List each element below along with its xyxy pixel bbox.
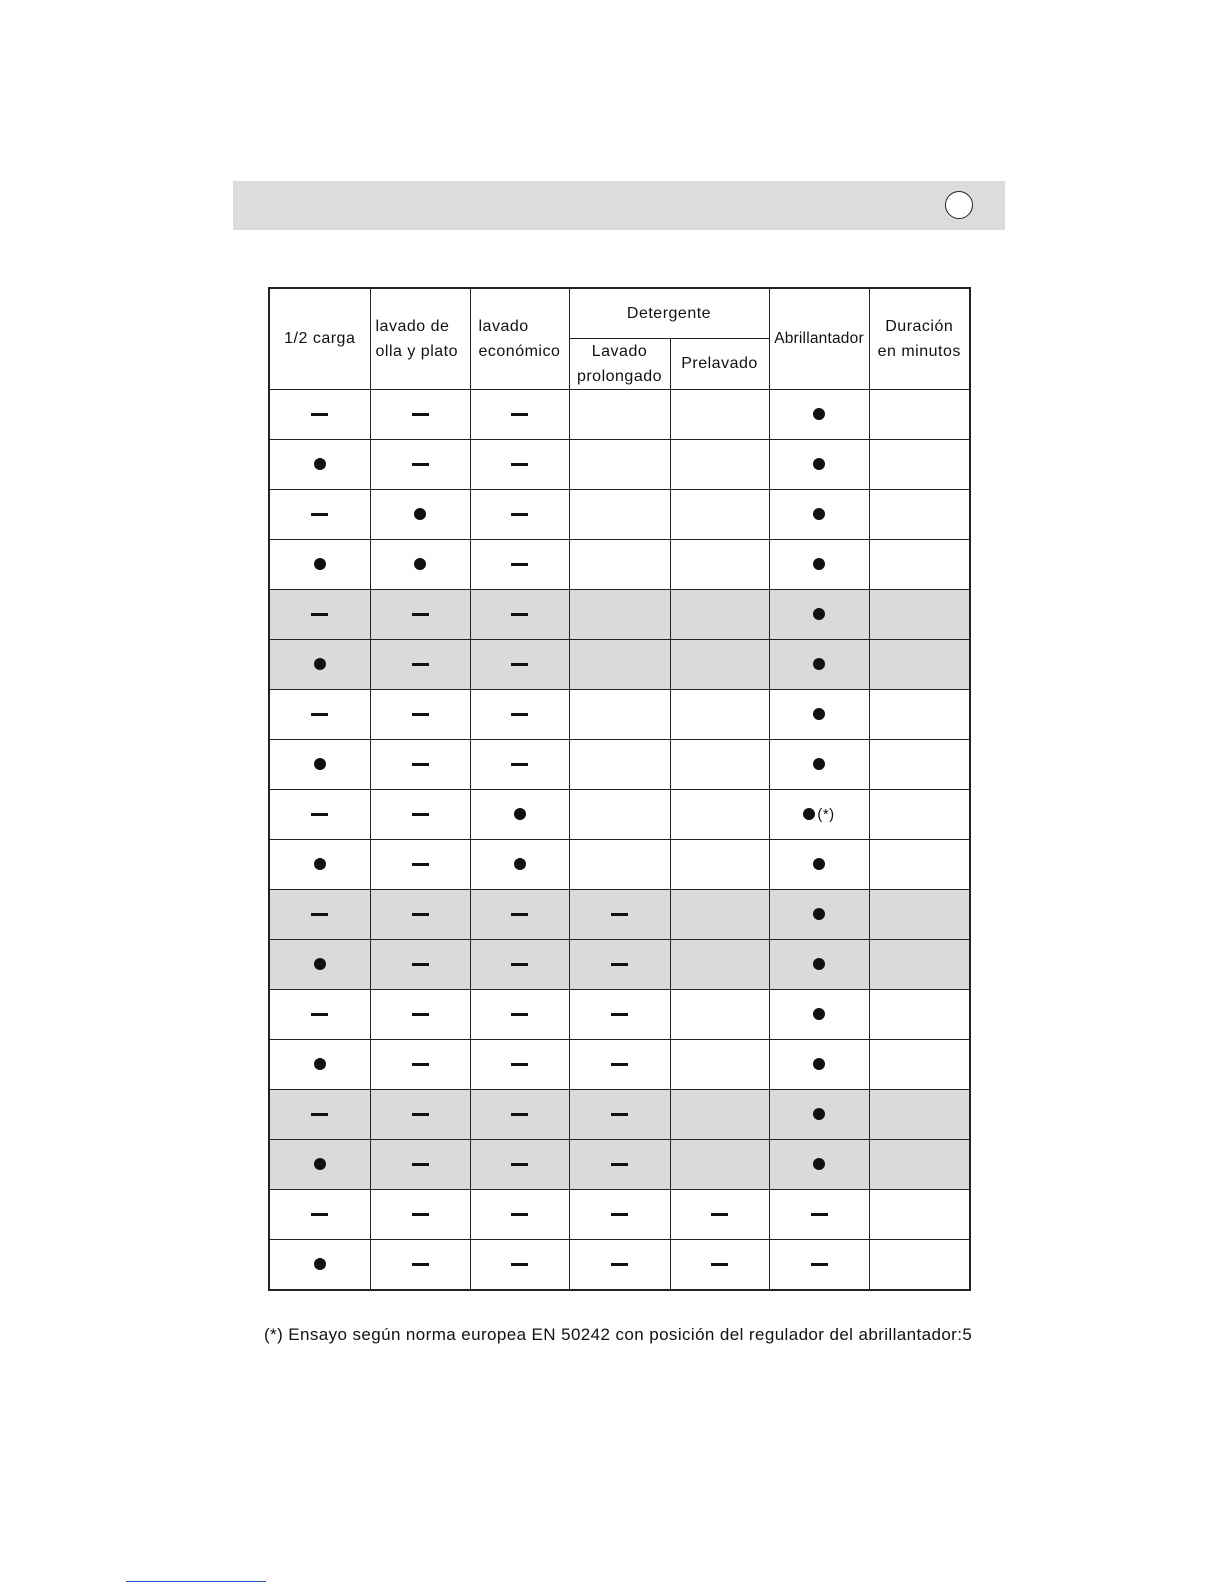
footnote: (*) Ensayo según norma europea EN 50242 con posición del regulador del abrillantador:5 <box>264 1325 973 1344</box>
dot-icon <box>813 1008 825 1020</box>
cell-duration <box>869 539 970 589</box>
table-row <box>269 1239 970 1290</box>
cell-half-load <box>269 539 370 589</box>
header-prewash: Prelavado <box>670 338 769 389</box>
dot-icon <box>314 758 326 770</box>
table-row <box>269 589 970 639</box>
cell-economic <box>470 1239 569 1290</box>
cell-economic <box>470 489 569 539</box>
dash-icon <box>412 713 429 716</box>
cell-half-load <box>269 739 370 789</box>
dot-icon <box>813 608 825 620</box>
cell-pot-plate <box>370 1139 470 1189</box>
dot-icon <box>813 508 825 520</box>
dot-icon <box>514 808 526 820</box>
dash-icon <box>511 763 528 766</box>
cell-half-load <box>269 689 370 739</box>
cell-long-wash <box>569 539 670 589</box>
header-detergent: Detergente <box>569 288 769 338</box>
cell-half-load <box>269 789 370 839</box>
cell-economic <box>470 1139 569 1189</box>
cell-prewash <box>670 739 769 789</box>
dot-icon <box>314 1158 326 1170</box>
dash-icon <box>611 913 628 916</box>
cell-long-wash <box>569 1139 670 1189</box>
cell-duration <box>869 1139 970 1189</box>
cell-prewash <box>670 1189 769 1239</box>
cell-duration <box>869 939 970 989</box>
cell-economic <box>470 839 569 889</box>
header-economic: lavado económico <box>470 288 569 389</box>
dot-icon <box>813 408 825 420</box>
cell-long-wash <box>569 1089 670 1139</box>
cell-duration <box>869 889 970 939</box>
dash-icon <box>412 763 429 766</box>
dash-icon <box>511 513 528 516</box>
dot-icon <box>414 508 426 520</box>
header-half-load: 1/2 carga <box>269 288 370 389</box>
dot-icon <box>314 658 326 670</box>
cell-rinse-aid <box>769 389 869 439</box>
cell-pot-plate <box>370 739 470 789</box>
dot-icon <box>314 1058 326 1070</box>
cell-half-load <box>269 1139 370 1189</box>
bottom-link-underline <box>126 1581 266 1582</box>
cell-prewash <box>670 1139 769 1189</box>
cell-pot-plate <box>370 389 470 439</box>
cell-rinse-aid <box>769 739 869 789</box>
cell-prewash <box>670 639 769 689</box>
cell-duration <box>869 989 970 1039</box>
dash-icon <box>511 1163 528 1166</box>
cell-economic <box>470 589 569 639</box>
cell-duration <box>869 689 970 739</box>
cell-prewash <box>670 1239 769 1290</box>
dash-icon <box>711 1213 728 1216</box>
cell-long-wash <box>569 639 670 689</box>
cell-pot-plate <box>370 889 470 939</box>
dash-icon <box>611 963 628 966</box>
cell-rinse-aid <box>769 639 869 689</box>
dot-icon <box>314 1258 326 1270</box>
dot-icon <box>813 658 825 670</box>
cell-duration <box>869 1189 970 1239</box>
cell-economic <box>470 989 569 1039</box>
dash-icon <box>311 513 328 516</box>
cell-rinse-aid <box>769 439 869 489</box>
language-badge <box>945 191 973 219</box>
cell-rinse-aid <box>769 1039 869 1089</box>
dash-icon <box>412 1013 429 1016</box>
cell-long-wash <box>569 589 670 639</box>
footnote-marker: (*) <box>817 805 835 823</box>
cell-rinse-aid <box>769 489 869 539</box>
cell-half-load <box>269 439 370 489</box>
cell-prewash <box>670 439 769 489</box>
dash-icon <box>611 1063 628 1066</box>
cell-duration <box>869 1089 970 1139</box>
cell-half-load <box>269 1039 370 1089</box>
table-row <box>269 1039 970 1089</box>
cell-pot-plate <box>370 1089 470 1139</box>
cell-duration <box>869 439 970 489</box>
dash-icon <box>611 1163 628 1166</box>
cell-duration <box>869 639 970 689</box>
cell-long-wash <box>569 839 670 889</box>
dash-icon <box>611 1013 628 1016</box>
dash-icon <box>412 1063 429 1066</box>
cell-pot-plate <box>370 539 470 589</box>
dot-icon <box>813 558 825 570</box>
cell-pot-plate <box>370 1239 470 1290</box>
dash-icon <box>311 813 328 816</box>
dot-icon <box>314 558 326 570</box>
table-row <box>269 539 970 589</box>
cell-economic <box>470 939 569 989</box>
cell-pot-plate <box>370 939 470 989</box>
table-row <box>269 1139 970 1189</box>
dash-icon <box>412 863 429 866</box>
cell-economic <box>470 639 569 689</box>
cell-economic <box>470 1089 569 1139</box>
cell-duration <box>869 1039 970 1089</box>
dot-icon <box>813 1108 825 1120</box>
cell-duration <box>869 739 970 789</box>
dash-icon <box>511 1113 528 1116</box>
cell-rinse-aid <box>769 889 869 939</box>
dash-icon <box>311 913 328 916</box>
dash-icon <box>412 963 429 966</box>
table-row <box>269 1189 970 1239</box>
dot-icon <box>514 858 526 870</box>
cell-economic <box>470 389 569 439</box>
dash-icon <box>412 1163 429 1166</box>
cell-rinse-aid <box>769 789 869 839</box>
cell-rinse-aid <box>769 1239 869 1290</box>
cell-duration <box>869 589 970 639</box>
dash-icon <box>511 963 528 966</box>
dot-icon <box>813 458 825 470</box>
cell-half-load <box>269 1089 370 1139</box>
cell-duration <box>869 839 970 889</box>
dot-icon <box>813 908 825 920</box>
cell-prewash <box>670 889 769 939</box>
cell-half-load <box>269 839 370 889</box>
dash-icon <box>511 1013 528 1016</box>
cell-long-wash <box>569 439 670 489</box>
cell-economic <box>470 1189 569 1239</box>
cell-long-wash <box>569 1189 670 1239</box>
cell-economic <box>470 739 569 789</box>
cell-economic <box>470 1039 569 1089</box>
dash-icon <box>412 1113 429 1116</box>
table-row <box>269 1089 970 1139</box>
cell-prewash <box>670 939 769 989</box>
cell-half-load <box>269 989 370 1039</box>
dash-icon <box>311 1113 328 1116</box>
cell-long-wash <box>569 489 670 539</box>
dash-icon <box>511 463 528 466</box>
cell-pot-plate <box>370 1189 470 1239</box>
dash-icon <box>311 1213 328 1216</box>
dash-icon <box>311 1013 328 1016</box>
cell-duration <box>869 789 970 839</box>
cell-prewash <box>670 1039 769 1089</box>
cell-rinse-aid <box>769 989 869 1039</box>
cell-rinse-aid <box>769 1089 869 1139</box>
dash-icon <box>511 1213 528 1216</box>
dash-icon <box>311 713 328 716</box>
cell-long-wash <box>569 889 670 939</box>
cell-rinse-aid <box>769 1189 869 1239</box>
dash-icon <box>412 463 429 466</box>
program-table <box>268 287 971 1291</box>
dash-icon <box>412 1213 429 1216</box>
dash-icon <box>611 1263 628 1266</box>
table-row <box>269 789 970 839</box>
dash-icon <box>511 1263 528 1266</box>
cell-rinse-aid <box>769 839 869 889</box>
cell-economic <box>470 539 569 589</box>
table-row <box>269 439 970 489</box>
table-row <box>269 689 970 739</box>
dash-icon <box>511 713 528 716</box>
cell-long-wash <box>569 989 670 1039</box>
cell-rinse-aid <box>769 539 869 589</box>
dash-icon <box>412 813 429 816</box>
dot-icon <box>314 458 326 470</box>
cell-prewash <box>670 589 769 639</box>
cell-rinse-aid <box>769 689 869 739</box>
dash-icon <box>511 663 528 666</box>
cell-long-wash <box>569 939 670 989</box>
cell-pot-plate <box>370 1039 470 1089</box>
dash-icon <box>511 413 528 416</box>
cell-pot-plate <box>370 589 470 639</box>
dot-icon <box>813 1158 825 1170</box>
cell-half-load <box>269 389 370 439</box>
dash-icon <box>811 1213 828 1216</box>
table-row <box>269 939 970 989</box>
cell-half-load <box>269 1239 370 1290</box>
cell-prewash <box>670 489 769 539</box>
table-row <box>269 989 970 1039</box>
table-row <box>269 739 970 789</box>
table-row <box>269 839 970 889</box>
table-row <box>269 489 970 539</box>
dot-icon <box>314 958 326 970</box>
cell-long-wash <box>569 739 670 789</box>
cell-long-wash <box>569 689 670 739</box>
dot-icon <box>314 858 326 870</box>
table-body <box>269 389 970 1290</box>
dash-icon <box>511 1063 528 1066</box>
dash-icon <box>611 1113 628 1116</box>
cell-long-wash <box>569 389 670 439</box>
cell-economic <box>470 689 569 739</box>
header-pot-plate: lavado de olla y plato <box>370 288 470 389</box>
cell-long-wash <box>569 1239 670 1290</box>
dash-icon <box>511 563 528 566</box>
cell-rinse-aid <box>769 589 869 639</box>
table-row <box>269 389 970 439</box>
cell-prewash <box>670 689 769 739</box>
dash-icon <box>311 413 328 416</box>
cell-half-load <box>269 889 370 939</box>
table-row <box>269 639 970 689</box>
header-rinse-aid: Abrillantador <box>769 288 869 389</box>
cell-duration <box>869 1239 970 1290</box>
dash-icon <box>511 613 528 616</box>
cell-pot-plate <box>370 839 470 889</box>
dash-icon <box>611 1213 628 1216</box>
dash-icon <box>711 1263 728 1266</box>
cell-economic <box>470 789 569 839</box>
dash-icon <box>412 413 429 416</box>
dash-icon <box>412 663 429 666</box>
cell-half-load <box>269 639 370 689</box>
cell-duration <box>869 389 970 439</box>
cell-pot-plate <box>370 639 470 689</box>
cell-prewash <box>670 539 769 589</box>
cell-prewash <box>670 839 769 889</box>
cell-prewash <box>670 1089 769 1139</box>
cell-prewash <box>670 789 769 839</box>
cell-half-load <box>269 939 370 989</box>
cell-half-load <box>269 589 370 639</box>
header-bar <box>233 181 1005 230</box>
dash-icon <box>412 1263 429 1266</box>
cell-long-wash <box>569 789 670 839</box>
cell-pot-plate <box>370 789 470 839</box>
dot-icon <box>813 858 825 870</box>
cell-economic <box>470 889 569 939</box>
dot-icon <box>414 558 426 570</box>
dot-icon <box>813 758 825 770</box>
cell-half-load <box>269 1189 370 1239</box>
table-row <box>269 889 970 939</box>
cell-pot-plate <box>370 489 470 539</box>
cell-pot-plate <box>370 689 470 739</box>
cell-prewash <box>670 989 769 1039</box>
cell-long-wash <box>569 1039 670 1089</box>
cell-pot-plate <box>370 439 470 489</box>
header-long-wash: Lavado prolongado <box>569 338 670 389</box>
dot-icon <box>813 708 825 720</box>
dot-icon <box>803 808 815 820</box>
dot-icon <box>813 1058 825 1070</box>
cell-pot-plate <box>370 989 470 1039</box>
dash-icon <box>811 1263 828 1266</box>
cell-economic <box>470 439 569 489</box>
dash-icon <box>412 613 429 616</box>
cell-rinse-aid <box>769 1139 869 1189</box>
dash-icon <box>511 913 528 916</box>
dash-icon <box>412 913 429 916</box>
cell-half-load <box>269 489 370 539</box>
header-duration: Duración en minutos <box>869 288 970 389</box>
dot-icon <box>813 958 825 970</box>
dash-icon <box>311 613 328 616</box>
cell-duration <box>869 489 970 539</box>
cell-prewash <box>670 389 769 439</box>
cell-rinse-aid <box>769 939 869 989</box>
